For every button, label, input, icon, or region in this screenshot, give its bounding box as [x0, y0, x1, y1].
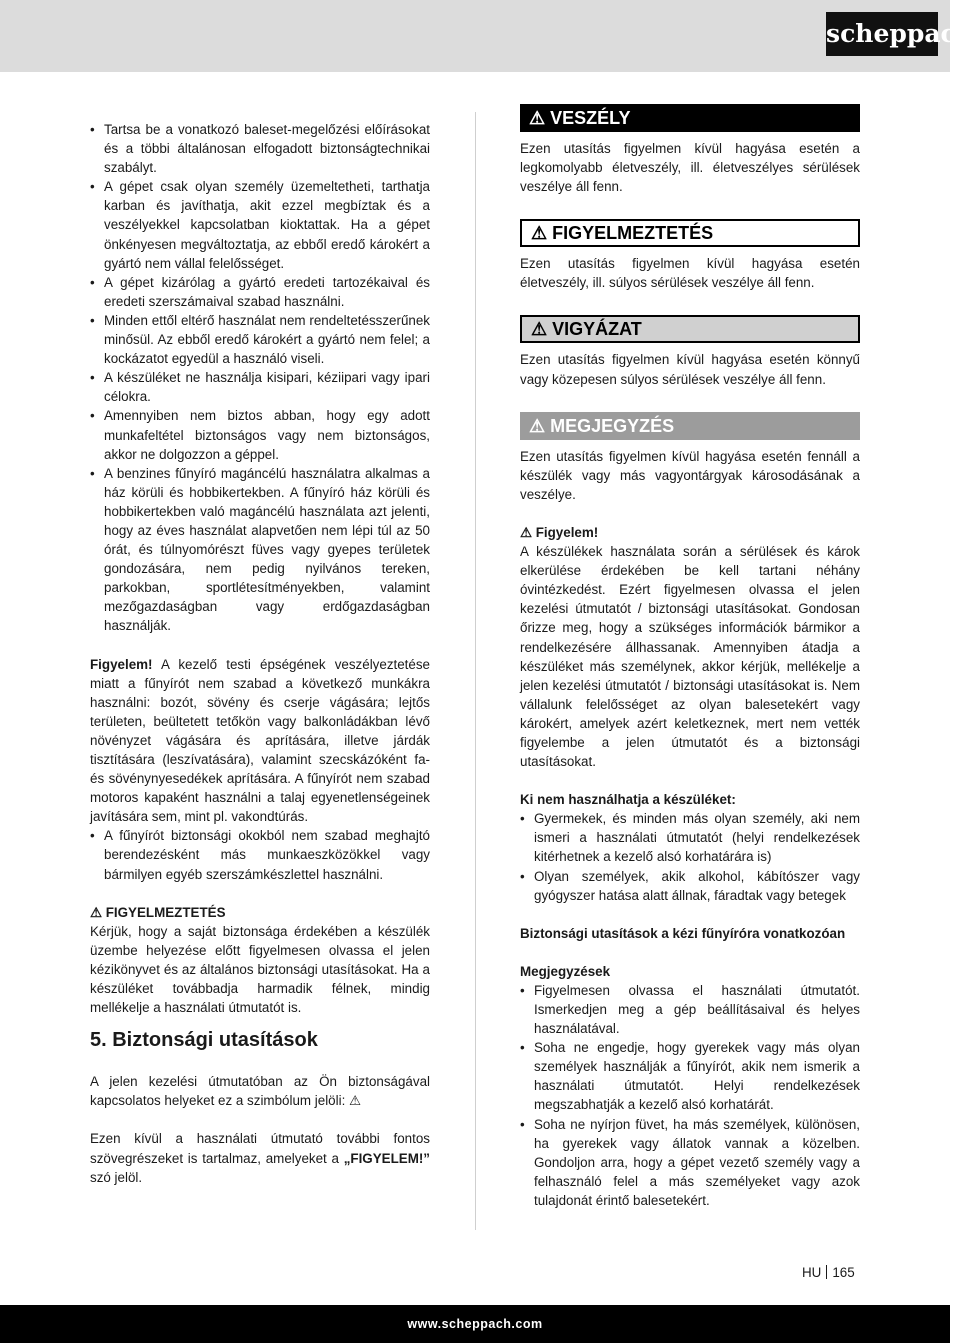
list-item: • Figyelmesen olvassa el használati útmutatót. Ismerkedjen meg a gép beállításaival és helyes használatával.	[520, 981, 860, 1038]
bullet-list-1	[90, 120, 430, 636]
warning-text: Kérjük, hogy a saját biztonsága érdekében a készülék üzembe helyezése előtt figyelmesen olvassa el jelen kézikönyvet és az általános biztonsági utasításokat. Ha a készüléket továbbadja harmadik félnek, mindig mellékelje a használati útmutatót is.	[90, 923, 430, 1016]
warning-box: ⚠ FIGYELMEZTETÉS	[520, 219, 860, 247]
website-link[interactable]: www.scheppach.com	[407, 1317, 543, 1331]
list-item: • A készüléket ne használja kisipari, kéziipari vagy ipari célokra.	[90, 368, 430, 406]
page-separator	[826, 1265, 827, 1279]
list-item: • Tartsa be a vonatkozó baleset-megelőzési előírásokat és a többi általánosan elfogadott biztonságtechnikai szabályt.	[90, 120, 430, 177]
danger-description: Ezen utasítás figyelmen kívül hagyása esetén a legkomolyabb életveszély, ill. életveszélyes sérülések veszélye áll fenn.	[520, 141, 860, 195]
who-heading: Ki nem használhatja a készüléket:	[520, 792, 736, 808]
mower-heading: Biztonsági utasítások a kézi fűnyíróra vonatkozóan	[520, 925, 846, 941]
language-code: HU	[802, 1265, 822, 1280]
notes-heading: Megjegyzések	[520, 963, 611, 979]
column-divider	[475, 112, 476, 1230]
attention-paragraph	[90, 655, 430, 827]
list-item: • A gépet kizárólag a gyártó eredeti tartozékaival és eredeti szerszámaival szabad használni.	[90, 273, 430, 311]
list-item: • A gépet csak olyan személy üzemeltetheti, tarthatja karban és javíthatja, akit ezzel megbíztak és a veszélyekkel kapcsolatban kioktattak. Ha a gépet önkényesen megváltoztatja, az ebből eredő károkért a gyártó nem vállal felelősséget.	[90, 177, 430, 272]
note-box: ⚠ MEGJEGYZÉS	[520, 412, 860, 440]
list-item: • Soha ne nyírjon füvet, ha más személyek, különösen, ha gyerekek vagy állatok vannak a közelben. Gondoljon arra, hogy a gépet vezető személy vagy a felhasználó felel a más személyeket vagy azok tulajdonát érintő balesetekért.	[520, 1115, 860, 1210]
attention-text: A kezelő testi épségének veszélyeztetése miatt a fűnyírót nem szabad a következő munkákra használni: bozót, sövény és cserje vágására; lejtős területen, beültetett tetőkön vagy balkonládákban lévő növényzet vágására és aprítására, illetve járdák tisztítására (leszívatására), valamint szecskázóként fa- és sövénynyesedékek aprítására. A fűnyírót nem szabad motoros kapaként használni a talaj egyenetlenségeinek javítására sem, mint pl. vakondtúrás.	[90, 656, 430, 825]
list-item: • Gyermekek, és minden más olyan személy, aki nem ismeri a használati útmutatót (helyi rendelkezések kitérhetnek a kezelő alsó korhatárára is)	[520, 809, 860, 866]
header-bar	[0, 0, 974, 72]
attention-text: A készülékek használata során a sérülések és károk elkerülése érdekében be kell tartani néhány óvintézkedést. Ezért figyelmesen olvassa el jelen kezelési útmutatót / biztonsági utasításokat. Gondosan őrizze meg, hogy a szükséges információk bármikor a rendelkezésére állhassanak. Amennyiben átadja a készüléket más személynek, akkor kérjük, mellékelje a jelen kezelési útmutatót / biztonsági utasításokat is. Nem vállalunk felelősséget az olyan balesetekért vagy károkért, amelyek azért keletkeznek, mert nem vették figyelembe a jelen útmutatót és a biztonsági utasításokat.	[520, 544, 860, 770]
figyelem-keyword: „FIGYELEM!”	[343, 1150, 430, 1166]
page-number-value: 165	[832, 1265, 855, 1280]
section-paragraph-2: Ezen kívül a használati útmutató további fontos szövegrészeket is tartalmaz, amelyeket a „FIGYELEM!” szó jelöl.	[90, 1131, 430, 1185]
list-item: • Olyan személyek, akik alkohol, kábítószer vagy gyógyszer hatása alatt állnak, fáradtak vagy betegek	[520, 867, 860, 905]
caution-description: Ezen utasítás figyelmen kívül hagyása esetén könnyű vagy közepesen súlyos sérülések veszélye áll fenn.	[520, 352, 860, 387]
list-item: • Soha ne engedje, hogy gyerekek vagy más olyan személyek használják a fűnyírót, akik nem ismerik a használati útmutatót. Helyi rendelkezések megszabhatják a kezelő alsó korhatárát.	[520, 1038, 860, 1114]
danger-box: ⚠ VESZÉLY	[520, 104, 860, 132]
list-item: • A benzines fűnyíró magáncélú használatra alkalmas a ház körüli és hobbikertekben. A fűnyíró ház körüli és hobbikertekben való magáncélú használata azt jelenti, hogy az éves használat alapvetően nem lépi túl az 50 órát, és túlnyomórészt füves vagy gyepes területek gondozására, nem pedig nyilvános tereken, parkokban, sportlétesítményekben, valamint mezőgazdaságban vagy erdőgazdaságban használják.	[90, 464, 430, 636]
caution-box: ⚠ VIGYÁZAT	[520, 315, 860, 343]
notes-list	[520, 981, 860, 1210]
attention-heading: ⚠ Figyelem!	[520, 524, 599, 540]
scheppach-logo: scheppach	[826, 12, 938, 56]
who-list	[520, 809, 860, 904]
list-item: • Minden ettől eltérő használat nem rendeltetésszerűnek minősül. Az ebből eredő károkért a gyártó nem felel; a kockázatot egyedül a használó viseli.	[90, 311, 430, 368]
bullet-list-2	[90, 826, 430, 883]
section-paragraph-1: A jelen kezelési útmutatóban az Ön biztonságával kapcsolatos helyeket ez a szimbólum jelöli: ⚠	[90, 1074, 430, 1109]
right-column	[520, 104, 860, 1210]
page-number	[802, 1265, 855, 1280]
left-column	[90, 120, 430, 1187]
list-item: • Amennyiben nem biztos abban, hogy egy adott munkafeltétel biztonságos vagy nem biztonságos, akkor ne dolgozzon a géppel.	[90, 406, 430, 463]
warning-description: Ezen utasítás figyelmen kívül hagyása esetén életveszély, ill. súlyos sérülések veszélye áll fenn.	[520, 256, 860, 291]
attention-label: Figyelem!	[90, 656, 153, 672]
warning-heading: ⚠ FIGYELMEZTETÉS	[90, 904, 226, 920]
list-item: • A fűnyírót biztonsági okokból nem szabad meghajtó berendezésként más munkaeszközökkel vagy bármilyen egyéb szerszámkészlettel használni.	[90, 826, 430, 883]
note-description: Ezen utasítás figyelmen kívül hagyása esetén fennáll a készülék vagy más vagyontárgyak károsodásának a veszélye.	[520, 448, 860, 502]
section-title: 5. Biztonsági utasítások	[90, 1029, 318, 1052]
footer-bar	[0, 1305, 950, 1343]
